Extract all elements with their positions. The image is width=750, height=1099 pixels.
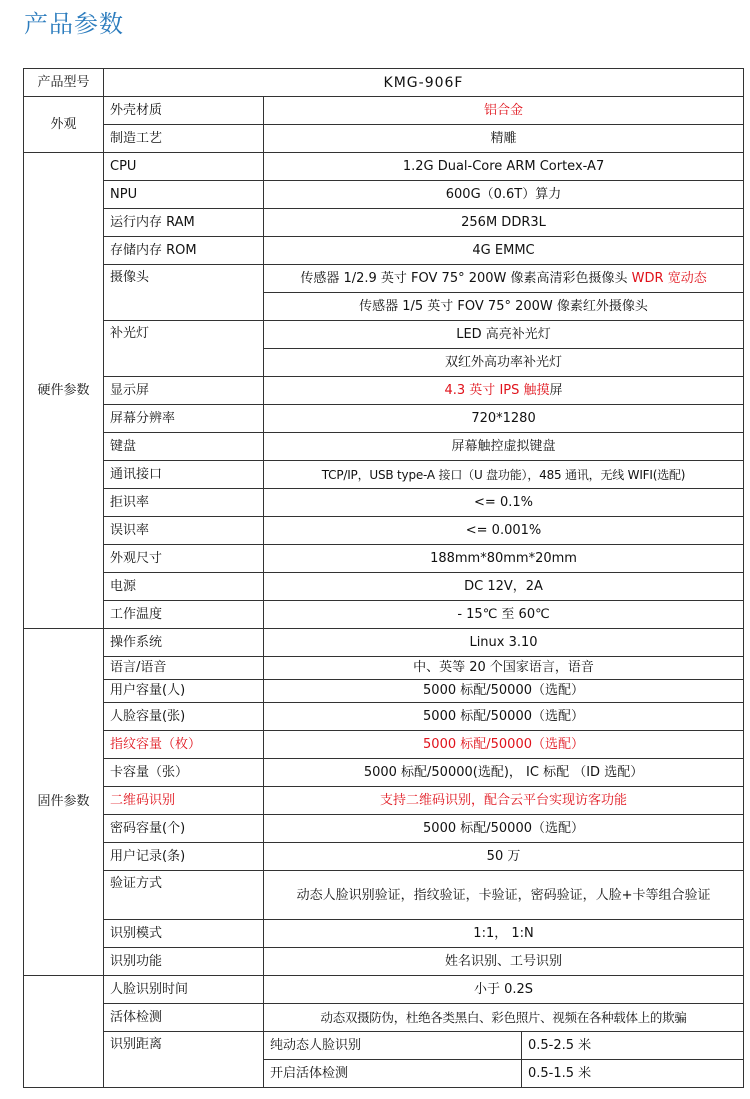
- row-value: 4G EMMC: [264, 237, 744, 265]
- row-value: 256M DDR3L: [264, 209, 744, 237]
- table-row: [24, 377, 744, 405]
- row-label: 工作温度: [104, 601, 264, 629]
- row-value: 50 万: [264, 843, 744, 871]
- row-value: 1:1， 1:N: [264, 920, 744, 948]
- display-suffix-text: 屏: [549, 382, 563, 398]
- row-value: 600G（0.6T）算力: [264, 181, 744, 209]
- table-row: [24, 405, 744, 433]
- distance-value: 0.5-1.5 米: [522, 1060, 744, 1088]
- group-recognition: [24, 976, 104, 1088]
- row-label: 制造工艺: [104, 125, 264, 153]
- table-row: [24, 843, 744, 871]
- row-value: [264, 265, 744, 293]
- table-row: [24, 787, 744, 815]
- table-row: [24, 1004, 744, 1032]
- row-label: 运行内存 RAM: [104, 209, 264, 237]
- row-label: 卡容量（张）: [104, 759, 264, 787]
- table-row: [24, 545, 744, 573]
- distance-mode: 纯动态人脸识别: [264, 1032, 522, 1060]
- row-value: 精雕: [264, 125, 744, 153]
- table-row: [24, 871, 744, 920]
- row-value: 720*1280: [264, 405, 744, 433]
- row-value: 5000 标配/50000（选配）: [264, 815, 744, 843]
- table-row: [24, 703, 744, 731]
- table-row: [24, 680, 744, 703]
- row-value: LED 高亮补光灯: [264, 321, 744, 349]
- distance-value: 0.5-2.5 米: [522, 1032, 744, 1060]
- row-value: 5000 标配/50000（选配）: [264, 703, 744, 731]
- group-firmware: 固件参数: [24, 629, 104, 976]
- row-value: 小于 0.2S: [264, 976, 744, 1004]
- row-label: 用户记录(条): [104, 843, 264, 871]
- row-label: CPU: [104, 153, 264, 181]
- row-label: 误识率: [104, 517, 264, 545]
- table-row: [24, 759, 744, 787]
- table-row: [24, 321, 744, 349]
- table-row: [24, 731, 744, 759]
- group-hardware: 硬件参数: [24, 153, 104, 629]
- table-row: [24, 1032, 744, 1060]
- row-label: 拒识率: [104, 489, 264, 517]
- row-label: 语言/语音: [104, 657, 264, 680]
- table-row: [24, 125, 744, 153]
- table-row: [24, 433, 744, 461]
- table-row: [24, 153, 744, 181]
- spec-table: [23, 68, 744, 1088]
- table-row: [24, 573, 744, 601]
- table-row: [24, 97, 744, 125]
- row-label: 人脸容量(张): [104, 703, 264, 731]
- table-row: [24, 461, 744, 489]
- row-value: TCP/IP，USB type-A 接口（U 盘功能），485 通讯，无线 WIFI(选配): [264, 461, 744, 489]
- table-row: [24, 517, 744, 545]
- camera-wdr-text: WDR 宽动态: [631, 270, 707, 286]
- row-label: 指纹容量（枚）: [104, 731, 264, 759]
- table-row: [24, 815, 744, 843]
- row-value: Linux 3.10: [264, 629, 744, 657]
- row-value: DC 12V，2A: [264, 573, 744, 601]
- row-label: 存储内存 ROM: [104, 237, 264, 265]
- page-title: 产品参数: [24, 10, 124, 38]
- table-row: [24, 601, 744, 629]
- row-label: 补光灯: [104, 321, 264, 377]
- distance-mode: 开启活体检测: [264, 1060, 522, 1088]
- row-value: 动态双摄防伪，杜绝各类黑白、彩色照片、视频在各种载体上的欺骗: [264, 1004, 744, 1032]
- row-value: 双红外高功率补光灯: [264, 349, 744, 377]
- table-row: [24, 948, 744, 976]
- row-label: NPU: [104, 181, 264, 209]
- row-value: 动态人脸识别验证，指纹验证，卡验证，密码验证，人脸+卡等组合验证: [264, 871, 744, 920]
- table-row: [24, 657, 744, 680]
- row-label: 操作系统: [104, 629, 264, 657]
- row-label: 识别模式: [104, 920, 264, 948]
- row-label: 活体检测: [104, 1004, 264, 1032]
- row-label: 摄像头: [104, 265, 264, 321]
- table-row: [24, 209, 744, 237]
- row-label: 屏幕分辨率: [104, 405, 264, 433]
- row-value: 铝合金: [264, 97, 744, 125]
- table-row: [24, 489, 744, 517]
- row-value: 5000 标配/50000（选配）: [264, 731, 744, 759]
- row-label: 密码容量(个): [104, 815, 264, 843]
- table-row: [24, 629, 744, 657]
- table-row: [24, 237, 744, 265]
- row-label: 显示屏: [104, 377, 264, 405]
- model-label: 产品型号: [24, 69, 104, 97]
- display-size-text: 4.3 英寸 IPS 触摸: [444, 382, 550, 398]
- row-label: 外观尺寸: [104, 545, 264, 573]
- row-value: 传感器 1/5 英寸 FOV 75° 200W 像素红外摄像头: [264, 293, 744, 321]
- row-label: 识别距离: [104, 1032, 264, 1088]
- row-value: [264, 377, 744, 405]
- table-row: [24, 265, 744, 293]
- row-value: <= 0.001%: [264, 517, 744, 545]
- table-row: [24, 976, 744, 1004]
- row-value: 5000 标配/50000（选配）: [264, 680, 744, 703]
- row-label: 电源: [104, 573, 264, 601]
- model-value: KMG-906F: [104, 69, 744, 97]
- row-value: 188mm*80mm*20mm: [264, 545, 744, 573]
- row-label: 通讯接口: [104, 461, 264, 489]
- table-row: [24, 920, 744, 948]
- row-value: <= 0.1%: [264, 489, 744, 517]
- table-row: [24, 69, 744, 97]
- row-value: 屏幕触控虚拟键盘: [264, 433, 744, 461]
- row-label: 识别功能: [104, 948, 264, 976]
- row-value: 支持二维码识别，配合云平台实现访客功能: [264, 787, 744, 815]
- row-value: 1.2G Dual-Core ARM Cortex-A7: [264, 153, 744, 181]
- table-row: [24, 181, 744, 209]
- row-label: 验证方式: [104, 871, 264, 920]
- row-value: 5000 标配/50000(选配)， IC 标配 （ID 选配）: [264, 759, 744, 787]
- row-label: 用户容量(人): [104, 680, 264, 703]
- row-value: - 15℃ 至 60℃: [264, 601, 744, 629]
- row-value: 姓名识别、工号识别: [264, 948, 744, 976]
- row-value: 中、英等 20 个国家语言，语音: [264, 657, 744, 680]
- camera-color-text: 传感器 1/2.9 英寸 FOV 75° 200W 像素高清彩色摄像头: [300, 270, 628, 286]
- group-appearance: 外观: [24, 97, 104, 153]
- row-label: 键盘: [104, 433, 264, 461]
- row-label: 二维码识别: [104, 787, 264, 815]
- row-label: 人脸识别时间: [104, 976, 264, 1004]
- row-label: 外壳材质: [104, 97, 264, 125]
